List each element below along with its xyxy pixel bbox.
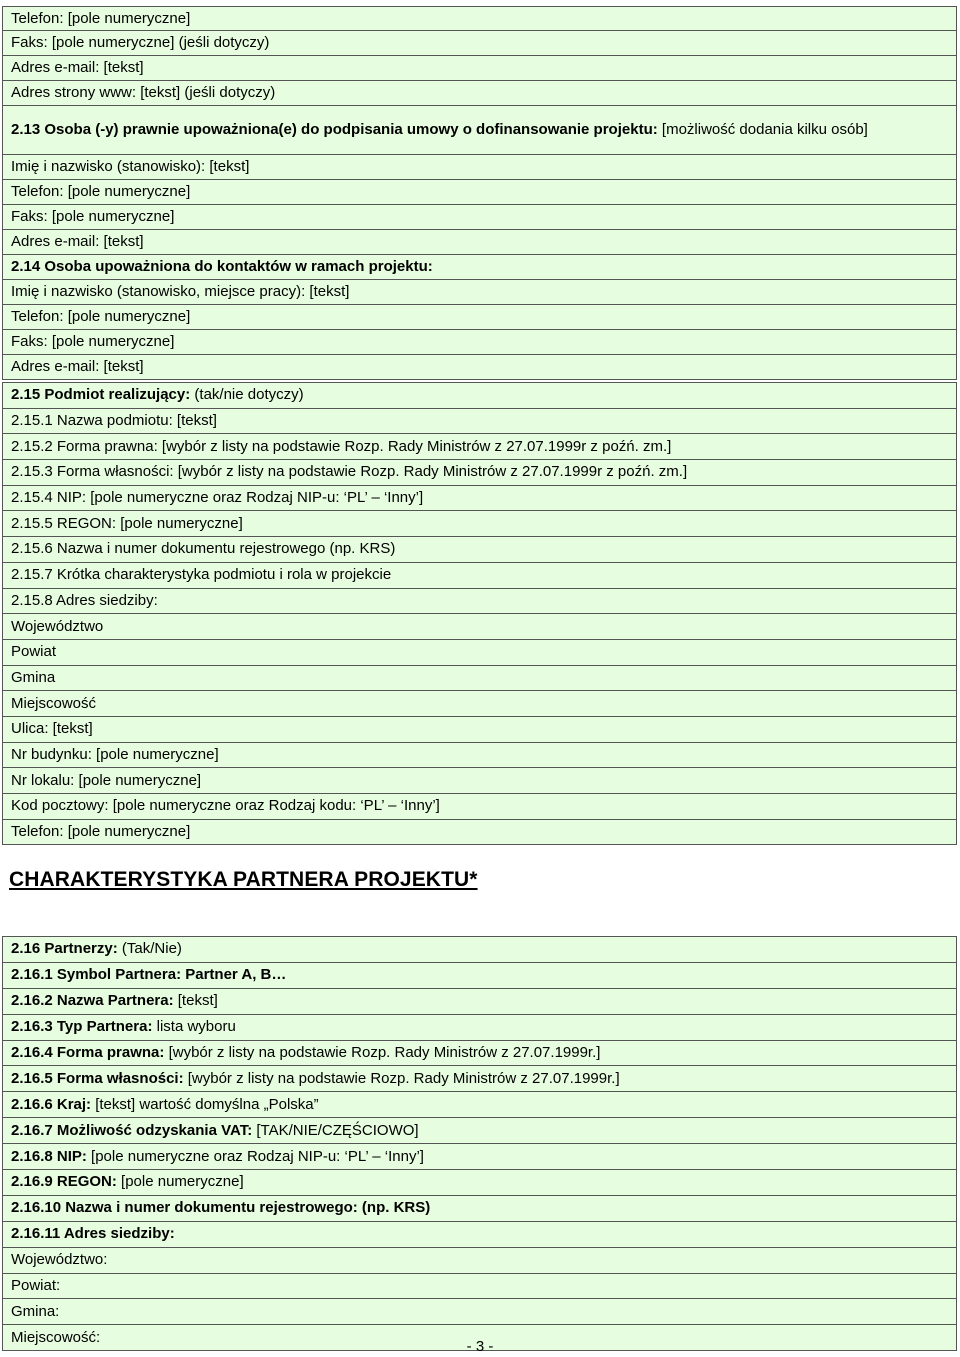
form-row [3, 1092, 957, 1118]
form-field-cell [3, 460, 957, 486]
form-row [3, 434, 957, 460]
form-field-cell [3, 330, 957, 355]
field-label: Adres e-mail: [tekst] [11, 358, 144, 375]
form-field-cell [3, 988, 957, 1014]
form-field-cell [3, 434, 957, 460]
form-field-cell [3, 691, 957, 717]
form-field-cell [3, 588, 957, 614]
form-row [3, 742, 957, 768]
field-label: lista wyboru [152, 1018, 236, 1036]
form-row [3, 716, 957, 742]
field-label-bold: 2.16.7 Możliwość odzyskania VAT: [11, 1121, 253, 1139]
field-label: Faks: [pole numeryczne] [11, 208, 175, 225]
field-label-bold: 2.16 Partnerzy: [11, 940, 118, 958]
form-row [3, 639, 957, 665]
form-field-cell [3, 1144, 957, 1170]
field-label: Powiat [11, 643, 57, 661]
form-row [3, 280, 957, 305]
field-label: Faks: [pole numeryczne] [11, 333, 175, 350]
field-label: Imię i nazwisko (stanowisko): [tekst] [11, 158, 250, 175]
field-label-bold: 2.15 Podmiot realizujący: [11, 386, 191, 404]
form-row [3, 485, 957, 511]
form-field-cell [3, 106, 957, 155]
form-row [3, 155, 957, 180]
field-label-bold: 2.16.8 NIP: [11, 1147, 87, 1165]
field-label: 2.15.8 Adres siedziby: [11, 591, 158, 609]
field-label: Telefon: [pole numeryczne] [11, 183, 191, 200]
form-row [3, 1144, 957, 1170]
form-row [3, 1066, 957, 1092]
form-row [3, 537, 957, 563]
form-field-cell [3, 56, 957, 81]
form-field-cell [3, 205, 957, 230]
form-row [3, 7, 957, 31]
field-label: (Tak/Nie) [117, 940, 182, 958]
form-row [3, 988, 957, 1014]
form-row [3, 205, 957, 230]
form-field-cell [3, 537, 957, 563]
form-field-cell [3, 230, 957, 255]
form-field-cell [3, 485, 957, 511]
field-label-bold: 2.16.3 Typ Partnera: [11, 1018, 153, 1036]
form-field-cell [3, 1040, 957, 1066]
field-label: [TAK/NIE/CZĘŚCIOWO] [252, 1121, 419, 1139]
field-label-bold: 2.16.1 Symbol Partnera: Partner A, B… [11, 966, 287, 984]
field-label: Faks: [pole numeryczne] (jeśli dotyczy) [11, 34, 270, 51]
form-row [3, 1221, 957, 1247]
form-row [3, 1014, 957, 1040]
section-2-13-2-14-table [2, 6, 957, 380]
field-label-bold: 2.14 Osoba upoważniona do kontaktów w ramach projektu: [11, 258, 433, 275]
field-label-bold: 2.16.2 Nazwa Partnera: [11, 992, 174, 1010]
form-row [3, 588, 957, 614]
field-label: Imię i nazwisko (stanowisko, miejsce pracy): [tekst] [11, 283, 350, 300]
field-label: Telefon: [pole numeryczne] [11, 308, 191, 325]
field-label: Telefon: [pole numeryczne] [11, 9, 191, 27]
form-row [3, 81, 957, 106]
field-label: 2.15.1 Nazwa podmiotu: [tekst] [11, 412, 217, 430]
field-label: Miejscowość: [11, 1328, 101, 1346]
field-label: (tak/nie dotyczy) [190, 386, 304, 404]
form-field-cell [3, 383, 957, 409]
field-label: Adres e-mail: [tekst] [11, 59, 144, 76]
form-field-cell [3, 1066, 957, 1092]
form-row [3, 330, 957, 355]
field-label: 2.15.4 NIP: [pole numeryczne oraz Rodzaj NIP-u: ‘PL’ – ‘Inny’] [11, 489, 424, 507]
form-field-cell [3, 1118, 957, 1144]
field-label: [pole numeryczne] [116, 1173, 244, 1191]
form-row [3, 230, 957, 255]
field-label: [tekst] wartość domyślna „Polska” [91, 1095, 319, 1113]
form-field-cell [3, 280, 957, 305]
form-row [3, 1195, 957, 1221]
field-label: Powiat: [11, 1277, 61, 1295]
field-label: Adres e-mail: [tekst] [11, 233, 144, 250]
form-field-cell [3, 665, 957, 691]
form-row [3, 1273, 957, 1299]
form-field-cell [3, 155, 957, 180]
form-field-cell [3, 7, 957, 31]
form-row [3, 31, 957, 56]
form-row [3, 768, 957, 794]
form-row [3, 562, 957, 588]
form-row [3, 408, 957, 434]
field-label: Adres strony www: [tekst] (jeśli dotyczy) [11, 84, 276, 101]
form-field-cell [3, 81, 957, 106]
form-row [3, 511, 957, 537]
field-label: Województwo [11, 617, 104, 635]
form-field-cell [3, 180, 957, 205]
field-label: Nr budynku: [pole numeryczne] [11, 745, 219, 763]
form-row [3, 1299, 957, 1325]
field-label: Województwo: [11, 1251, 108, 1269]
form-field-cell [3, 937, 957, 963]
field-label: [wybór z listy na podstawie Rozp. Rady Ministrów z 27.07.1999r.] [164, 1044, 601, 1061]
field-label: 2.15.6 Nazwa i numer dokumentu rejestrowego (np. KRS) [11, 540, 396, 558]
form-row [3, 56, 957, 81]
field-label: Gmina [11, 668, 56, 686]
form-row [3, 691, 957, 717]
form-row [3, 962, 957, 988]
form-field-cell [3, 768, 957, 794]
form-field-cell [3, 1299, 957, 1325]
field-label: Gmina: [11, 1302, 60, 1320]
field-label: 2.15.7 Krótka charakterystyka podmiotu i rola w projekcie [11, 566, 392, 584]
form-row [3, 1247, 957, 1273]
field-label: 2.15.2 Forma prawna: [wybór z listy na podstawie Rozp. Rady Ministrów z 27.07.1999r z poźń. zm.] [11, 437, 672, 455]
form-row [3, 106, 957, 155]
form-field-cell [3, 1195, 957, 1221]
form-row [3, 665, 957, 691]
form-field-cell [3, 1014, 957, 1040]
form-field-cell [3, 562, 957, 588]
form-field-cell [3, 794, 957, 820]
form-field-cell [3, 716, 957, 742]
form-field-cell [3, 819, 957, 845]
form-field-cell [3, 355, 957, 380]
form-field-cell [3, 1170, 957, 1196]
form-row [3, 819, 957, 845]
form-row [3, 255, 957, 280]
form-row [3, 180, 957, 205]
field-label: 2.15.3 Forma własności: [wybór z listy na podstawie Rozp. Rady Ministrów z 27.07.1999r z poźń. zm.] [11, 463, 688, 481]
form-row [3, 614, 957, 640]
form-field-cell [3, 255, 957, 280]
field-label: [wybór z listy na podstawie Rozp. Rady Ministrów z 27.07.1999r.] [183, 1069, 620, 1087]
form-field-cell [3, 1221, 957, 1247]
form-row [3, 460, 957, 486]
form-field-cell [3, 305, 957, 330]
field-label: Telefon: [pole numeryczne] [11, 823, 191, 841]
form-row [3, 937, 957, 963]
form-row [3, 1118, 957, 1144]
form-field-cell [3, 511, 957, 537]
field-label: [pole numeryczne oraz Rodzaj NIP-u: ‘PL’ – ‘Inny’] [86, 1147, 424, 1165]
form-row [3, 1170, 957, 1196]
form-row [3, 383, 957, 409]
form-field-cell [3, 408, 957, 434]
field-label: 2.15.5 REGON: [pole numeryczne] [11, 514, 243, 532]
field-label-bold: 2.16.9 REGON: [11, 1173, 117, 1191]
field-label-bold: 2.16.5 Forma własności: [11, 1069, 184, 1087]
field-label: [możliwość dodania kilku osób] [657, 121, 868, 138]
field-label-bold: 2.16.6 Kraj: [11, 1095, 92, 1113]
form-row [3, 305, 957, 330]
form-field-cell [3, 639, 957, 665]
field-label-bold: 2.16.10 Nazwa i numer dokumentu rejestrowego: (np. KRS) [11, 1199, 431, 1217]
field-label-bold: 2.13 Osoba (-y) prawnie upoważniona(e) do podpisania umowy o dofinansowanie projektu: [11, 121, 658, 138]
field-label: Miejscowość [11, 694, 97, 712]
form-field-cell [3, 962, 957, 988]
form-field-cell [3, 1092, 957, 1118]
field-label-bold: 2.16.4 Forma prawna: [11, 1044, 165, 1061]
form-field-cell [3, 1247, 957, 1273]
form-field-cell [3, 614, 957, 640]
form-field-cell [3, 31, 957, 56]
page-number: - 3 - [466, 1338, 494, 1355]
partner-heading: CHARAKTERYSTYKA PARTNERA PROJEKTU* [9, 868, 478, 891]
form-row [3, 794, 957, 820]
field-label-bold: 2.16.11 Adres siedziby: [11, 1225, 175, 1243]
form-row [3, 355, 957, 380]
form-row [3, 1040, 957, 1066]
field-label: [tekst] [173, 992, 218, 1010]
form-field-cell [3, 1273, 957, 1299]
field-label: Nr lokalu: [pole numeryczne] [11, 771, 202, 789]
form-field-cell [3, 742, 957, 768]
field-label: Ulica: [tekst] [11, 720, 93, 738]
section-2-15-table [2, 382, 957, 845]
section-2-16-table [2, 936, 957, 1351]
field-label: Kod pocztowy: [pole numeryczne oraz Rodzaj kodu: ‘PL’ – ‘Inny’] [11, 797, 440, 815]
